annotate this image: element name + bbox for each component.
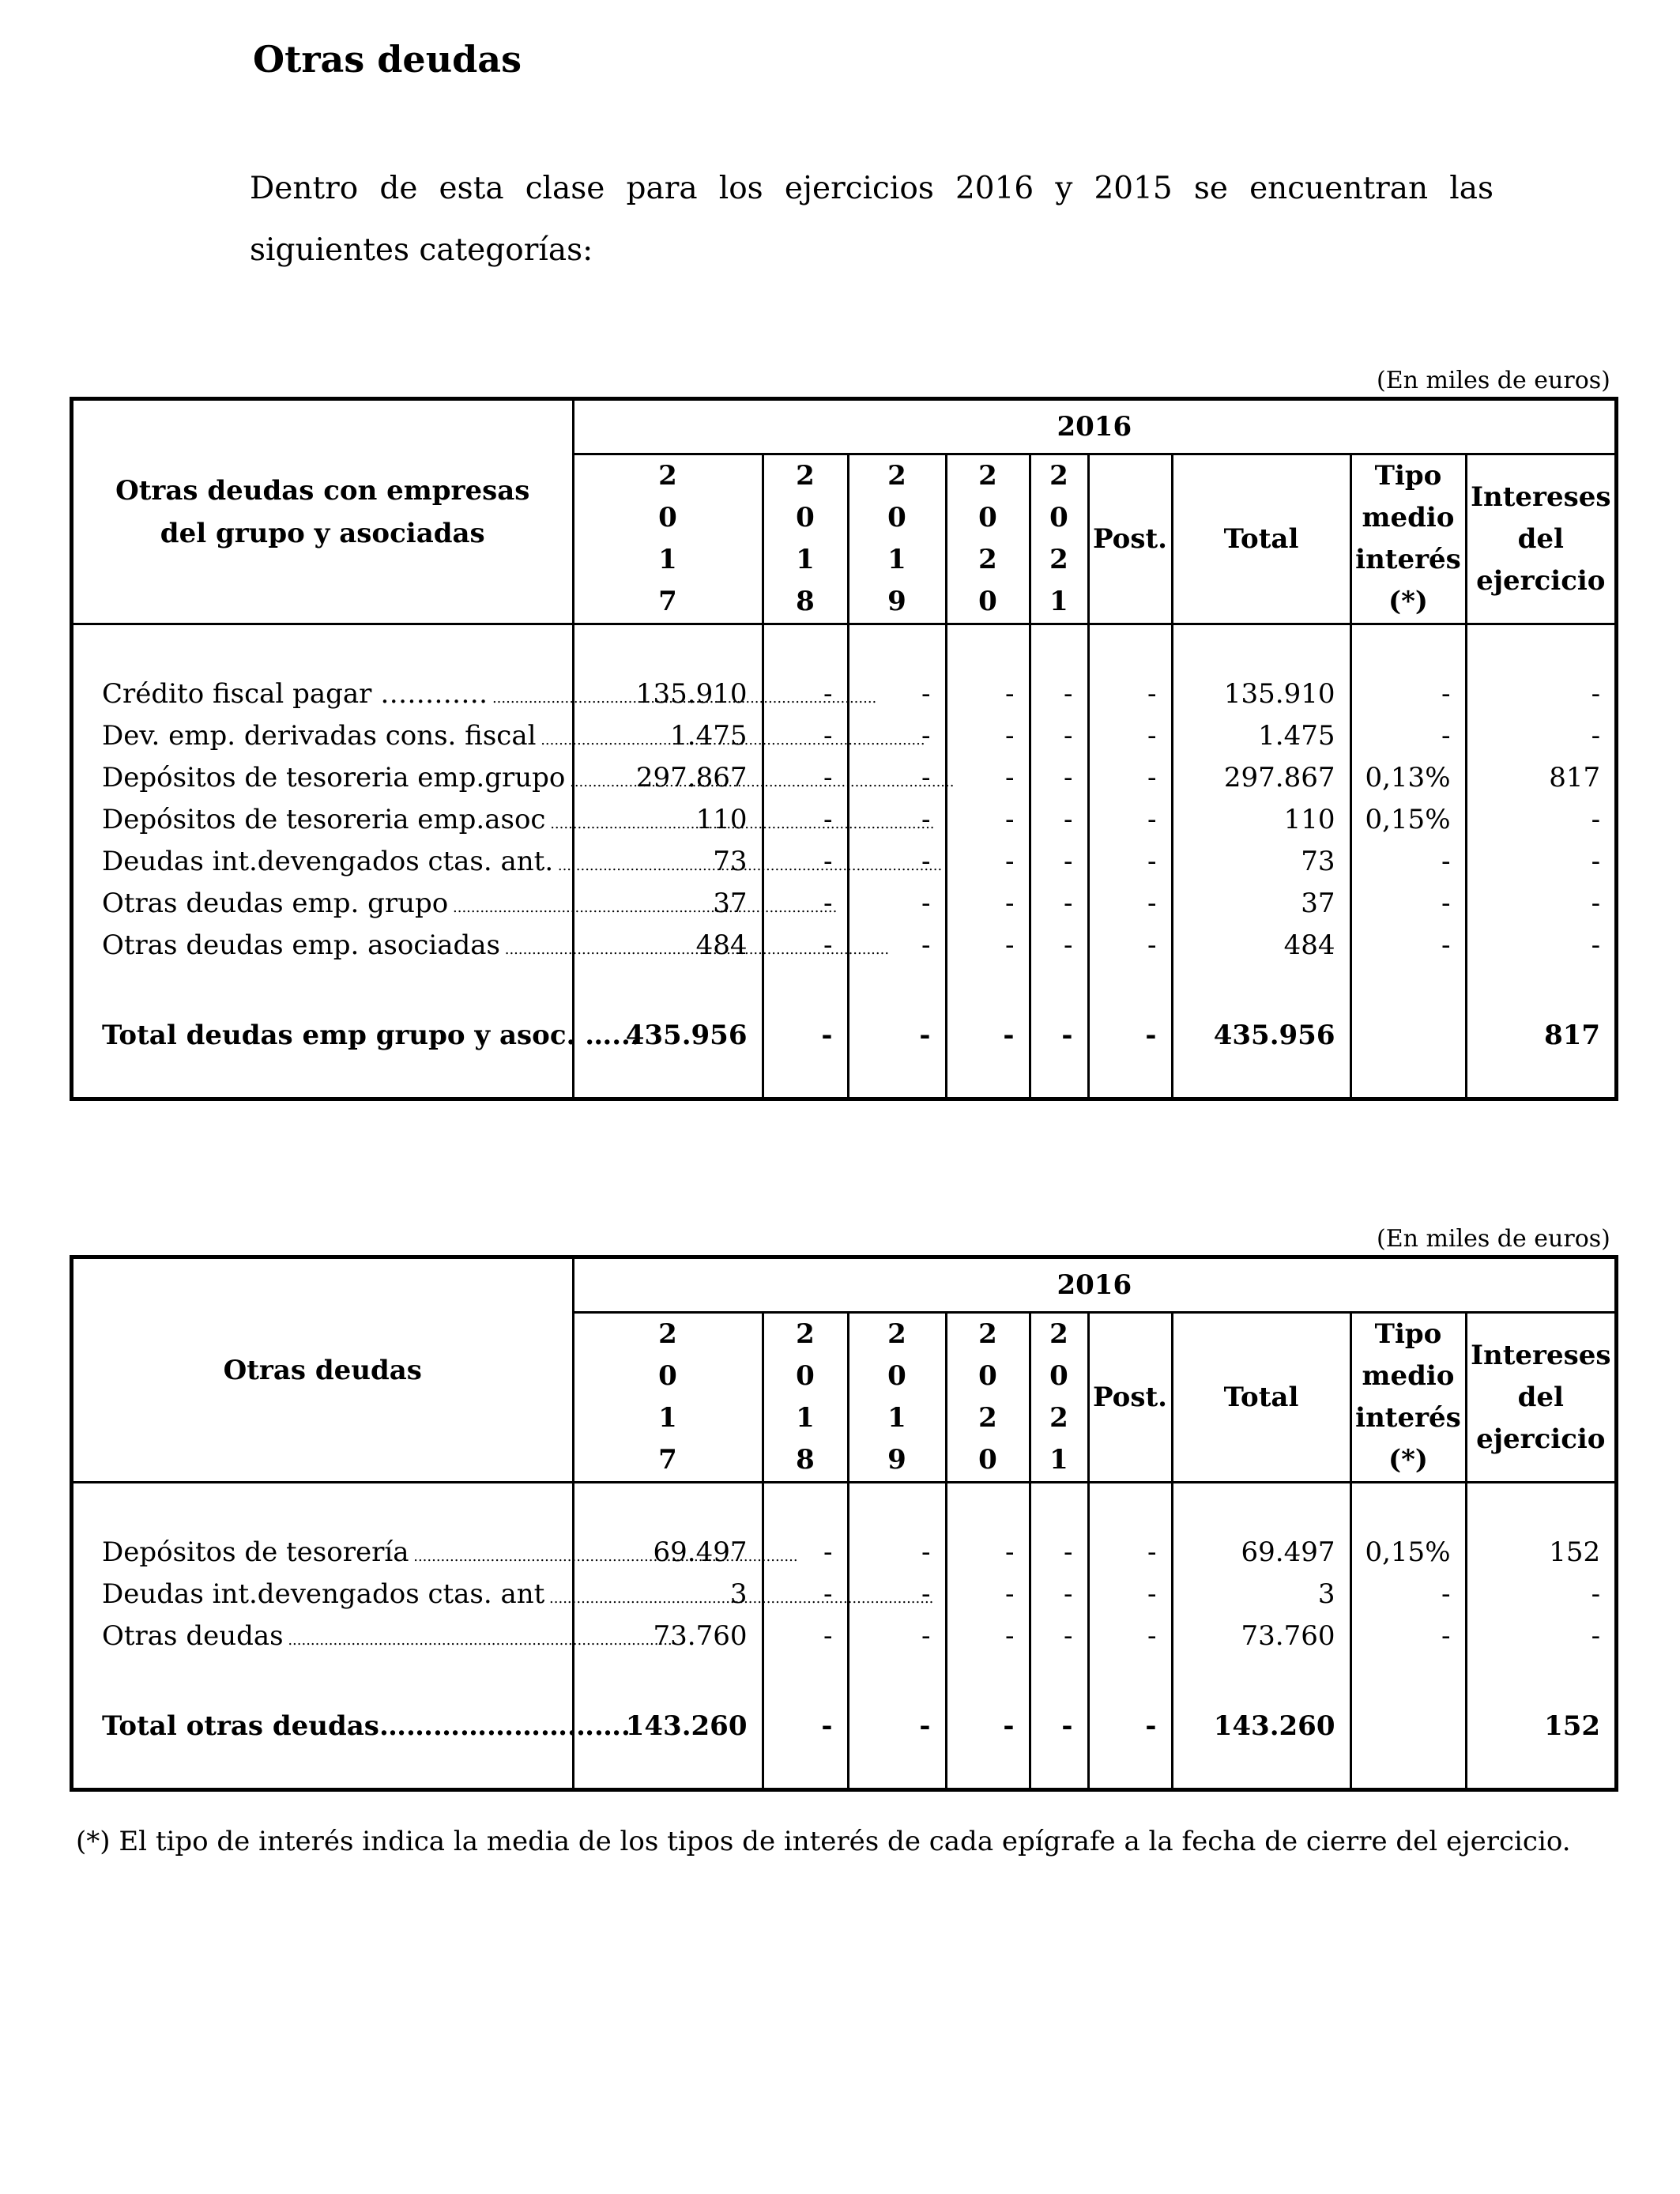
cell-v2020: - — [946, 756, 1030, 798]
cell-v2019: - — [848, 882, 946, 924]
total-int: 152 — [1466, 1704, 1614, 1748]
cell-v2017: 37 — [573, 882, 763, 924]
total-v2017: 143.260 — [573, 1704, 763, 1748]
cell-v2019: - — [848, 1531, 946, 1573]
total-v2019: - — [848, 1704, 946, 1748]
row-label: Depósitos de tesorería ..... — [73, 1531, 573, 1573]
table-title-line1: Otras deudas con empresas — [115, 474, 530, 507]
cell-post: - — [1088, 882, 1172, 924]
table-title — [73, 1259, 573, 1483]
cell-int: - — [1466, 1615, 1614, 1657]
table-row — [73, 840, 1614, 882]
cell-post: - — [1088, 1573, 1172, 1615]
cell-v2017: 110 — [573, 798, 763, 840]
cell-post: - — [1088, 673, 1172, 714]
total-v2019: - — [848, 1013, 946, 1057]
cell-int: - — [1466, 714, 1614, 756]
total-post: - — [1088, 1704, 1172, 1748]
row-label: Otras deudas ..... — [73, 1615, 573, 1657]
cell-tipo: 0,13% — [1350, 756, 1466, 798]
table-row — [73, 1531, 1614, 1573]
cell-v2020: - — [946, 798, 1030, 840]
cell-v2017: 73 — [573, 840, 763, 882]
cell-v2020: - — [946, 882, 1030, 924]
cell-tipo: - — [1350, 1615, 1466, 1657]
total-v2020: - — [946, 1704, 1030, 1748]
column-header: Tipo medio interés (*) — [1350, 1313, 1466, 1483]
cell-post: - — [1088, 756, 1172, 798]
cell-total: 1.475 — [1172, 714, 1350, 756]
cell-v2019: - — [848, 840, 946, 882]
table-row — [73, 1573, 1614, 1615]
year-header: 2016 — [573, 401, 1614, 454]
column-header: 2 0 1 7 — [573, 1313, 763, 1483]
total-v2017: 435.956 — [573, 1013, 763, 1057]
row-label: Otras deudas emp. asociadas ..... — [73, 924, 573, 966]
total-tipo — [1350, 1013, 1466, 1057]
cell-tipo: - — [1350, 1573, 1466, 1615]
cell-int: - — [1466, 924, 1614, 966]
cell-v2021: - — [1030, 924, 1088, 966]
cell-v2019: - — [848, 714, 946, 756]
total-total: 435.956 — [1172, 1013, 1350, 1057]
cell-post: - — [1088, 1531, 1172, 1573]
cell-v2021: - — [1030, 1531, 1088, 1573]
cell-v2018: - — [763, 798, 848, 840]
cell-v2020: - — [946, 924, 1030, 966]
column-header: 2 0 1 9 — [848, 1313, 946, 1483]
cell-v2019: - — [848, 673, 946, 714]
cell-v2021: - — [1030, 714, 1088, 756]
total-row — [73, 1704, 1614, 1748]
cell-v2021: - — [1030, 673, 1088, 714]
cell-post: - — [1088, 840, 1172, 882]
cell-v2017: 1.475 — [573, 714, 763, 756]
cell-post: - — [1088, 714, 1172, 756]
cell-v2019: - — [848, 1615, 946, 1657]
cell-total: 135.910 — [1172, 673, 1350, 714]
row-label: Depósitos de tesoreria emp.asoc ..... — [73, 798, 573, 840]
cell-v2020: - — [946, 1531, 1030, 1573]
cell-tipo: - — [1350, 714, 1466, 756]
cell-post: - — [1088, 1615, 1172, 1657]
cell-int: - — [1466, 1573, 1614, 1615]
column-header: Intereses del ejercicio — [1466, 454, 1614, 624]
column-header: 2 0 1 7 — [573, 454, 763, 624]
total-row — [73, 1013, 1614, 1057]
cell-v2018: - — [763, 924, 848, 966]
column-header: 2 0 2 0 — [946, 1313, 1030, 1483]
cell-v2020: - — [946, 1615, 1030, 1657]
cell-v2018: - — [763, 756, 848, 798]
cell-v2019: - — [848, 924, 946, 966]
cell-v2020: - — [946, 673, 1030, 714]
year-header: 2016 — [573, 1259, 1614, 1313]
cell-int: - — [1466, 673, 1614, 714]
row-label: Deudas int.devengados ctas. ant. ..... — [73, 840, 573, 882]
column-header: Tipo medio interés (*) — [1350, 454, 1466, 624]
table-row — [73, 756, 1614, 798]
cell-v2021: - — [1030, 756, 1088, 798]
column-header: 2 0 1 8 — [763, 454, 848, 624]
cell-v2018: - — [763, 1573, 848, 1615]
table-row — [73, 673, 1614, 714]
cell-post: - — [1088, 798, 1172, 840]
cell-v2020: - — [946, 1573, 1030, 1615]
cell-v2021: - — [1030, 1615, 1088, 1657]
cell-v2017: 484 — [573, 924, 763, 966]
table-row — [73, 924, 1614, 966]
cell-int: - — [1466, 840, 1614, 882]
total-int: 817 — [1466, 1013, 1614, 1057]
cell-tipo: - — [1350, 882, 1466, 924]
table2-unit-note: (En miles de euros) — [1377, 1225, 1610, 1253]
total-label: Total deudas emp grupo y asoc. …... — [102, 1020, 640, 1051]
table-title-line2: del grupo y asociadas — [160, 517, 485, 549]
table1-unit-note: (En miles de euros) — [1377, 367, 1610, 394]
footnote: (*) El tipo de interés indica la media de los tipos de interés de cada epígrafe a la fecha de cierre del ejercicio. — [76, 1826, 1571, 1857]
cell-v2018: - — [763, 714, 848, 756]
cell-v2017: 297.867 — [573, 756, 763, 798]
page-heading: Otras deudas — [253, 38, 522, 81]
cell-v2018: - — [763, 840, 848, 882]
cell-tipo: - — [1350, 840, 1466, 882]
row-label: Otras deudas emp. grupo ..... — [73, 882, 573, 924]
cell-total: 73 — [1172, 840, 1350, 882]
total-post: - — [1088, 1013, 1172, 1057]
cell-v2018: - — [763, 882, 848, 924]
column-header: Post. — [1088, 1313, 1172, 1483]
row-label: Dev. emp. derivadas cons. fiscal ..... — [73, 714, 573, 756]
total-v2021: - — [1030, 1013, 1088, 1057]
cell-int: - — [1466, 798, 1614, 840]
cell-int: 817 — [1466, 756, 1614, 798]
cell-v2018: - — [763, 1531, 848, 1573]
total-total: 143.260 — [1172, 1704, 1350, 1748]
cell-tipo: 0,15% — [1350, 1531, 1466, 1573]
cell-post: - — [1088, 924, 1172, 966]
column-header: 2 0 2 1 — [1030, 454, 1088, 624]
cell-v2019: - — [848, 798, 946, 840]
cell-v2017: 69.497 — [573, 1531, 763, 1573]
total-v2018: - — [763, 1704, 848, 1748]
column-header: Total — [1172, 454, 1350, 624]
table-title-line1: Otras deudas — [223, 1354, 422, 1386]
cell-total: 73.760 — [1172, 1615, 1350, 1657]
cell-v2020: - — [946, 840, 1030, 882]
cell-v2021: - — [1030, 882, 1088, 924]
cell-total: 110 — [1172, 798, 1350, 840]
cell-v2019: - — [848, 756, 946, 798]
cell-v2021: - — [1030, 1573, 1088, 1615]
total-v2018: - — [763, 1013, 848, 1057]
column-header: Post. — [1088, 454, 1172, 624]
table-row — [73, 798, 1614, 840]
table-otras-deudas — [70, 1255, 1618, 1792]
cell-total: 484 — [1172, 924, 1350, 966]
cell-total: 297.867 — [1172, 756, 1350, 798]
intro-paragraph: Dentro de esta clase para los ejercicios 2016 y 2015 se encuentran las siguientes categorías: — [250, 171, 1494, 268]
cell-tipo: 0,15% — [1350, 798, 1466, 840]
cell-v2021: - — [1030, 840, 1088, 882]
table-row — [73, 882, 1614, 924]
cell-v2021: - — [1030, 798, 1088, 840]
cell-v2017: 135.910 — [573, 673, 763, 714]
cell-v2020: - — [946, 714, 1030, 756]
cell-v2018: - — [763, 1615, 848, 1657]
table-otras-deudas-grupo — [70, 397, 1618, 1101]
cell-int: - — [1466, 882, 1614, 924]
column-header: 2 0 2 1 — [1030, 1313, 1088, 1483]
table-row — [73, 714, 1614, 756]
column-header: 2 0 1 8 — [763, 1313, 848, 1483]
cell-v2018: - — [763, 673, 848, 714]
column-header: Total — [1172, 1313, 1350, 1483]
cell-total: 3 — [1172, 1573, 1350, 1615]
total-label: Total otras deudas………………………. — [102, 1710, 631, 1742]
total-tipo — [1350, 1704, 1466, 1748]
row-label: Crédito fiscal pagar ………… ..... — [73, 673, 573, 714]
table-row — [73, 1615, 1614, 1657]
row-label: Depósitos de tesoreria emp.grupo ..... — [73, 756, 573, 798]
cell-total: 37 — [1172, 882, 1350, 924]
total-v2020: - — [946, 1013, 1030, 1057]
column-header: Intereses del ejercicio — [1466, 1313, 1614, 1483]
cell-v2017: 73.760 — [573, 1615, 763, 1657]
cell-tipo: - — [1350, 673, 1466, 714]
column-header: 2 0 1 9 — [848, 454, 946, 624]
column-header: 2 0 2 0 — [946, 454, 1030, 624]
cell-v2019: - — [848, 1573, 946, 1615]
row-label: Deudas int.devengados ctas. ant ..... — [73, 1573, 573, 1615]
cell-int: 152 — [1466, 1531, 1614, 1573]
table-title — [73, 401, 573, 624]
total-v2021: - — [1030, 1704, 1088, 1748]
cell-tipo: - — [1350, 924, 1466, 966]
cell-v2017: 3 — [573, 1573, 763, 1615]
cell-total: 69.497 — [1172, 1531, 1350, 1573]
